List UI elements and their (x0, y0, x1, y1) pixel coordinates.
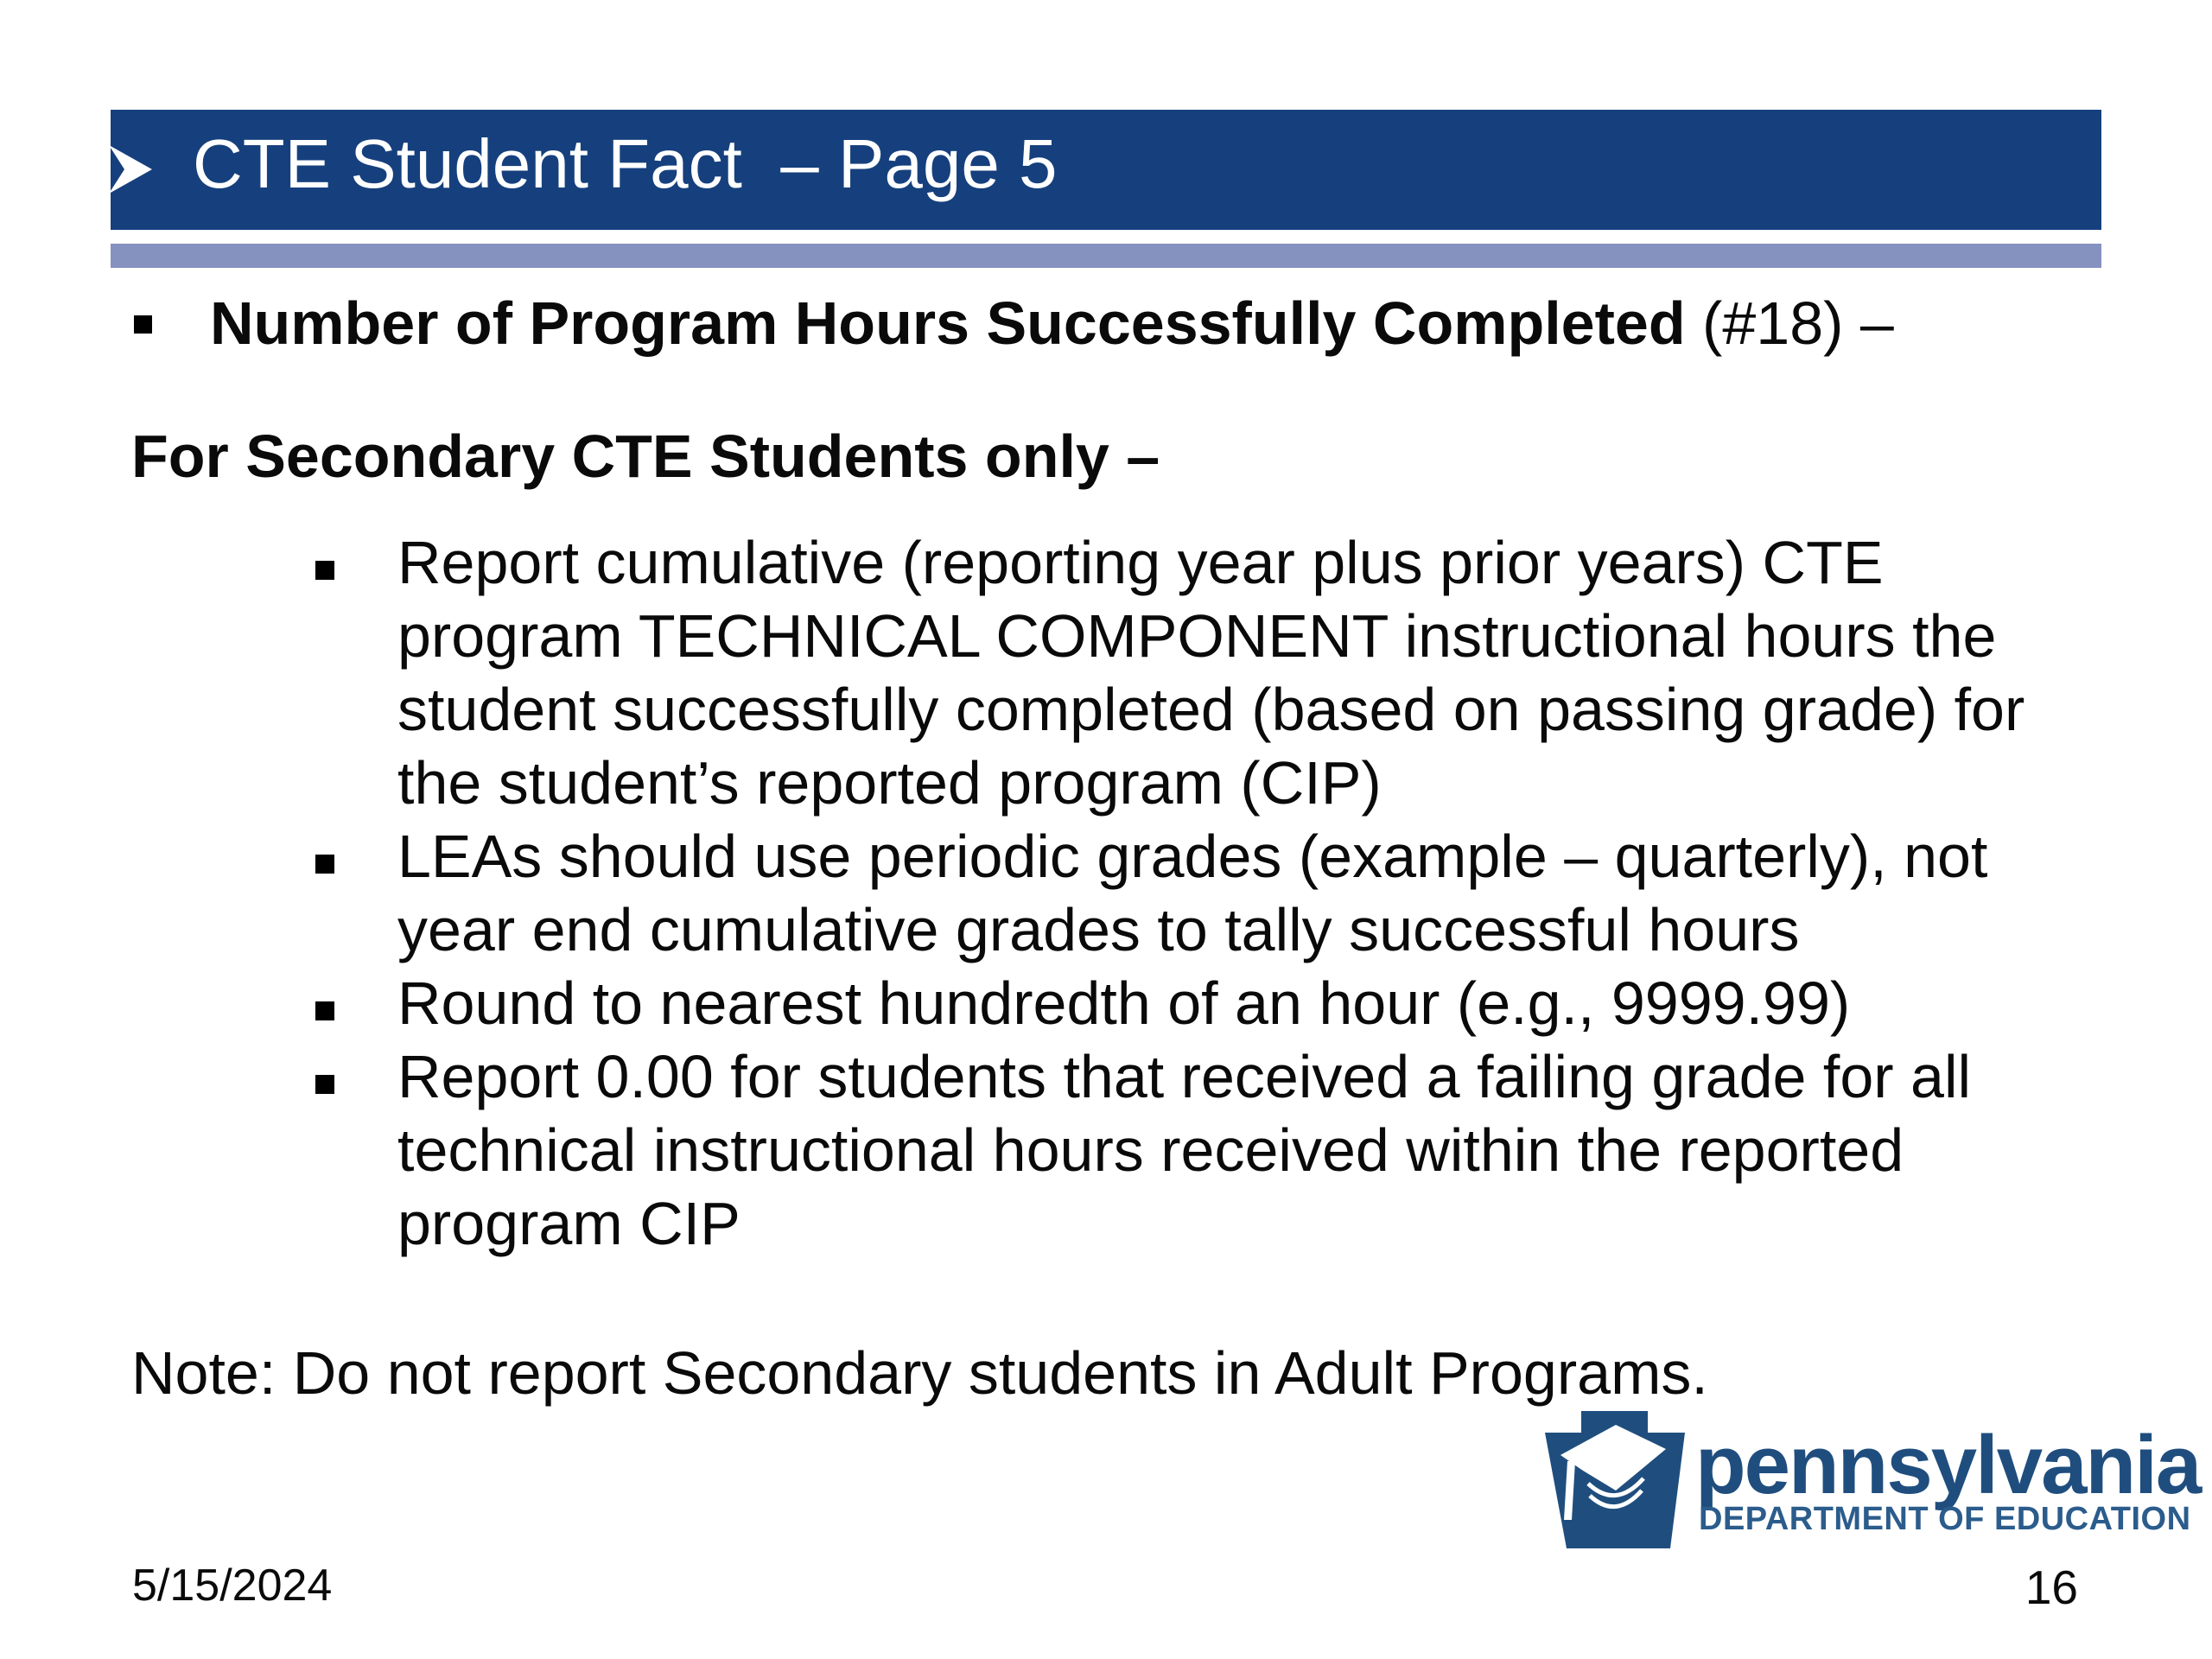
text-line: Report cumulative (reporting year plus prior years) CTE (397, 529, 1884, 596)
text-line: program CIP (397, 1190, 741, 1257)
pennsylvania-keystone-logo-icon (1545, 1411, 1685, 1549)
list-item (315, 967, 2024, 1040)
logo-subtitle: DEPARTMENT OF EDUCATION (1699, 1501, 2191, 1537)
slide-title: CTE Student Fact – Page 5 (193, 124, 1058, 202)
list-item-text (397, 1040, 1971, 1261)
bullet1-regular-text: (#18) – (1685, 289, 1894, 357)
text-line: the student’s reported program (CIP) (397, 749, 1382, 817)
footer-date: 5/15/2024 (132, 1560, 333, 1611)
text-line: Round to nearest hundredth of an hour (e.g., 9999.99) (397, 969, 1851, 1037)
bullet-square-icon (134, 315, 152, 334)
bullet-square-icon (315, 561, 334, 580)
page-number: 16 (2024, 1560, 2078, 1614)
chevron-arrow-icon (102, 137, 162, 202)
list-item (315, 1040, 2024, 1261)
accent-stripe (111, 244, 2101, 268)
text-line: program TECHNICAL COMPONENT instructional hours the (397, 602, 1997, 670)
text-line: LEAs should use periodic grades (example – quarterly), not (397, 823, 1988, 890)
list-item (315, 820, 2024, 967)
bullet1-bold-text: Number of Program Hours Successfully Completed (210, 289, 1686, 357)
bullet-square-icon (315, 1001, 334, 1020)
subheading: For Secondary CTE Students only – (131, 423, 1160, 490)
sub-bullet-list (315, 526, 2024, 1261)
list-item-text (397, 526, 2024, 820)
logo-wordmark: pennsylvania (1695, 1419, 2201, 1511)
text-line: year end cumulative grades to tally successful hours (397, 896, 1800, 963)
list-item-text (397, 820, 1987, 967)
bullet-square-icon (315, 855, 334, 874)
bullet1-line (210, 287, 1894, 360)
list-item-text (397, 967, 1850, 1040)
text-line: technical instructional hours received within the reported (397, 1116, 1904, 1184)
bullet-square-icon (315, 1075, 334, 1094)
text-line: student successfully completed (based on passing grade) for (397, 676, 2025, 743)
text-line: Report 0.00 for students that received a failing grade for all (397, 1043, 1972, 1110)
note-text: Note: Do not report Secondary students in Adult Programs. (131, 1339, 1708, 1407)
list-item (315, 526, 2024, 820)
